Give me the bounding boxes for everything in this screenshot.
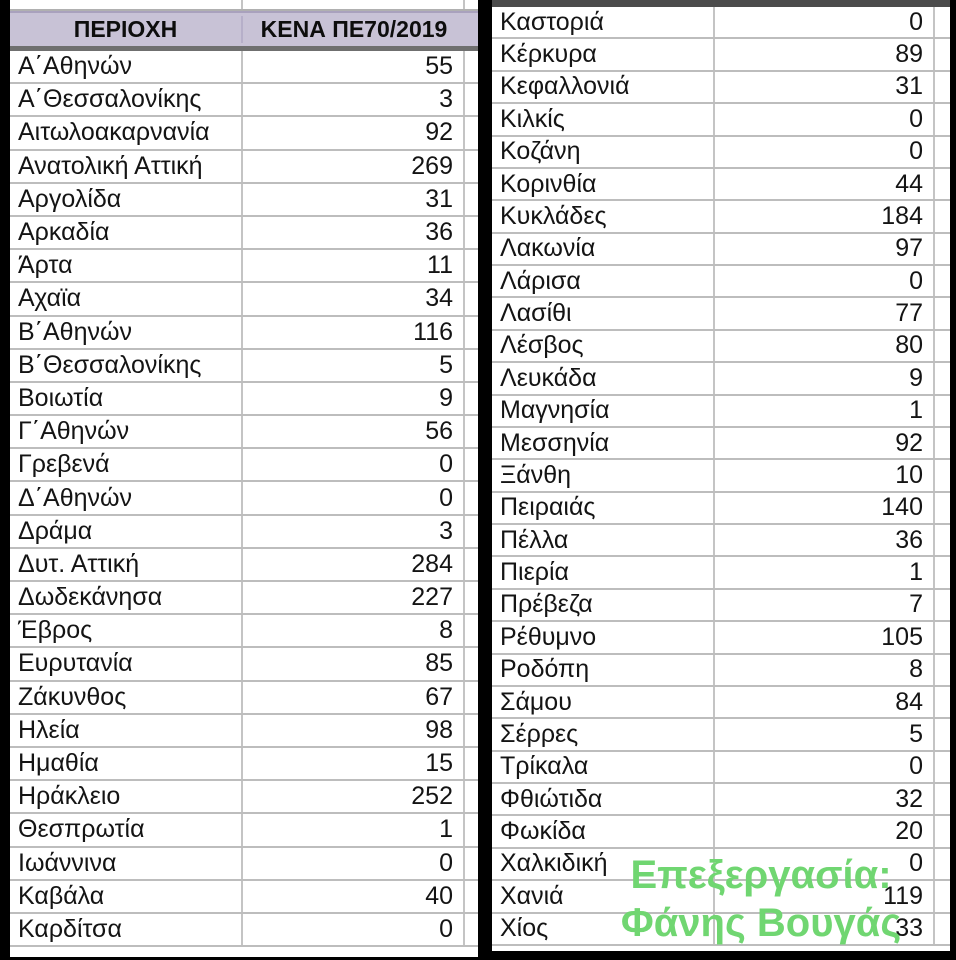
- region-name: Καρδίτσα: [10, 914, 243, 945]
- left-table-body: [10, 51, 478, 947]
- table-row: [492, 396, 950, 428]
- vacancy-value: 1: [243, 814, 465, 845]
- region-name: Κέρκυρα: [492, 39, 715, 69]
- vacancy-value: 0: [243, 914, 465, 945]
- table-row: [10, 383, 478, 416]
- edge-sliver: [465, 151, 478, 182]
- table-row: [492, 525, 950, 557]
- edge-sliver: [465, 283, 478, 314]
- region-name: Ευρυτανία: [10, 648, 243, 679]
- edge-sliver: [465, 184, 478, 215]
- region-name: Λέσβος: [492, 331, 715, 361]
- edge-sliver: [935, 396, 950, 426]
- table-row: [10, 184, 478, 217]
- vacancy-value: 10: [715, 460, 935, 490]
- table-header-row: [10, 11, 478, 51]
- vacancy-value: 269: [243, 151, 465, 182]
- vacancy-value: 85: [243, 648, 465, 679]
- table-row: [10, 881, 478, 914]
- region-name: Καβάλα: [10, 881, 243, 912]
- vacancy-value: 0: [243, 848, 465, 879]
- edge-sliver: [935, 72, 950, 102]
- vacancy-value: 7: [715, 590, 935, 620]
- table-row: [492, 752, 950, 784]
- edge-sliver: [465, 549, 478, 580]
- region-name: Α΄Θεσσαλονίκης: [10, 84, 243, 115]
- table-row: [492, 7, 950, 39]
- table-row: [10, 117, 478, 150]
- table-row: [492, 72, 950, 104]
- edge-sliver: [465, 615, 478, 646]
- edge-sliver: [935, 719, 950, 749]
- vacancy-value: 5: [715, 719, 935, 749]
- table-row: [10, 317, 478, 350]
- edge-sliver: [935, 363, 950, 393]
- vacancy-value: 34: [243, 283, 465, 314]
- edge-sliver: [465, 217, 478, 248]
- vacancy-value: 77: [715, 298, 935, 328]
- edge-sliver: [935, 784, 950, 814]
- table-row: [492, 590, 950, 622]
- table-row: [10, 51, 478, 84]
- table-row: [10, 283, 478, 316]
- table-row: [492, 137, 950, 169]
- vacancy-value: 44: [715, 169, 935, 199]
- region-name: Ζάκυνθος: [10, 682, 243, 713]
- region-name: Αρκαδία: [10, 217, 243, 248]
- vacancy-value: 8: [243, 615, 465, 646]
- vacancy-value: 40: [243, 881, 465, 912]
- edge-sliver: [935, 687, 950, 717]
- region-name: Ηράκλειο: [10, 781, 243, 812]
- vacancy-value: 80: [715, 331, 935, 361]
- table-row: [10, 250, 478, 283]
- vacancy-value: 1: [715, 557, 935, 587]
- table-row: [492, 104, 950, 136]
- vacancy-value: 31: [715, 72, 935, 102]
- region-name: Δωδεκάνησα: [10, 582, 243, 613]
- region-name: Λάρισα: [492, 266, 715, 296]
- edge-sliver: [935, 39, 950, 69]
- vacancy-value: 55: [243, 51, 465, 82]
- region-name: Δυτ. Αττική: [10, 549, 243, 580]
- edge-sliver: [935, 816, 950, 846]
- region-name: Φωκίδα: [492, 816, 715, 846]
- region-name: Πρέβεζα: [492, 590, 715, 620]
- table-row: [492, 39, 950, 71]
- region-name: Άρτα: [10, 250, 243, 281]
- region-name: Πιερία: [492, 557, 715, 587]
- vacancy-value: 31: [243, 184, 465, 215]
- table-row: [10, 449, 478, 482]
- vacancy-value: 1: [715, 396, 935, 426]
- table-row: [492, 298, 950, 330]
- vacancy-value: 9: [715, 363, 935, 393]
- edge-sliver: [465, 350, 478, 381]
- edge-sliver: [935, 201, 950, 231]
- table-row: [492, 169, 950, 201]
- region-name: Πέλλα: [492, 525, 715, 555]
- table-row: [492, 687, 950, 719]
- edge-sliver: [465, 914, 478, 945]
- edge-sliver: [935, 622, 950, 652]
- region-name: Σάμου: [492, 687, 715, 717]
- region-name: Αιτωλοακαρνανία: [10, 117, 243, 148]
- vacancy-value: 89: [715, 39, 935, 69]
- table-row: [492, 266, 950, 298]
- edge-sliver: [935, 881, 950, 911]
- table-row: [10, 350, 478, 383]
- edge-sliver: [465, 317, 478, 348]
- vacancy-value: 36: [243, 217, 465, 248]
- right-panel-top-border: [492, 0, 950, 7]
- table-row: [492, 914, 950, 946]
- region-name: Δράμα: [10, 516, 243, 547]
- edge-sliver: [935, 525, 950, 555]
- vacancy-value: 98: [243, 715, 465, 746]
- table-row: [10, 416, 478, 449]
- vacancy-value: 0: [243, 482, 465, 513]
- table-row: [10, 482, 478, 515]
- edge-sliver: [935, 460, 950, 490]
- table-row: [10, 748, 478, 781]
- edge-sliver: [935, 655, 950, 685]
- table-row: [492, 234, 950, 266]
- region-name: Αργολίδα: [10, 184, 243, 215]
- table-row: [10, 516, 478, 549]
- vacancy-value: 9: [243, 383, 465, 414]
- table-row: [10, 648, 478, 681]
- table-row: [492, 784, 950, 816]
- table-row: [492, 460, 950, 492]
- edge-sliver: [465, 250, 478, 281]
- vacancy-value: 284: [243, 549, 465, 580]
- vacancy-value: 105: [715, 622, 935, 652]
- region-name: Ιωάννινα: [10, 848, 243, 879]
- region-name: Κεφαλλονιά: [492, 72, 715, 102]
- vacancy-value: 92: [715, 428, 935, 458]
- region-name: Δ΄Αθηνών: [10, 482, 243, 513]
- edge-sliver: [935, 169, 950, 199]
- watermark-line2: Φάνης Βουγάς: [620, 901, 902, 945]
- edge-sliver: [465, 748, 478, 779]
- vacancy-value: 119: [715, 881, 935, 911]
- vacancy-value: 0: [715, 137, 935, 167]
- table-row: [10, 914, 478, 947]
- edge-sliver: [935, 7, 950, 37]
- region-name: Α΄Αθηνών: [10, 51, 243, 82]
- edge-sliver: [465, 117, 478, 148]
- vacancy-value: 11: [243, 250, 465, 281]
- vacancy-value: 15: [243, 748, 465, 779]
- table-row: [10, 549, 478, 582]
- region-name: Κυκλάδες: [492, 201, 715, 231]
- vacancy-value: 84: [715, 687, 935, 717]
- edge-sliver: [465, 814, 478, 845]
- table-row: [10, 781, 478, 814]
- vacancy-value: 3: [243, 84, 465, 115]
- edge-sliver: [465, 516, 478, 547]
- region-name: Λευκάδα: [492, 363, 715, 393]
- table-row: [492, 493, 950, 525]
- table-row: [10, 84, 478, 117]
- edge-sliver: [935, 557, 950, 587]
- vacancy-value: 67: [243, 682, 465, 713]
- table-row: [492, 849, 950, 881]
- edge-sliver: [465, 648, 478, 679]
- edge-sliver: [465, 715, 478, 746]
- region-name: Γ΄Αθηνών: [10, 416, 243, 447]
- table-row: [492, 881, 950, 913]
- region-name: Λακωνία: [492, 234, 715, 264]
- edge-sliver: [935, 266, 950, 296]
- edge-sliver: [935, 849, 950, 879]
- vacancy-value: 56: [243, 416, 465, 447]
- table-row: [492, 622, 950, 654]
- region-name: Αχαϊα: [10, 283, 243, 314]
- edge-sliver: [465, 582, 478, 613]
- vacancy-value: 8: [715, 655, 935, 685]
- region-name: Χίος: [492, 914, 715, 944]
- region-name: Κοζάνη: [492, 137, 715, 167]
- edge-sliver: [465, 682, 478, 713]
- region-name: Κορινθία: [492, 169, 715, 199]
- table-row: [492, 363, 950, 395]
- vacancy-value: 33: [715, 914, 935, 944]
- region-name: Ρέθυμνο: [492, 622, 715, 652]
- region-name: Ημαθία: [10, 748, 243, 779]
- region-name: Λασίθι: [492, 298, 715, 328]
- vacancy-value: 5: [243, 350, 465, 381]
- table-row: [10, 151, 478, 184]
- region-name: Μαγνησία: [492, 396, 715, 426]
- edge-sliver: [465, 383, 478, 414]
- region-name: Ξάνθη: [492, 460, 715, 490]
- region-name: Βοιωτία: [10, 383, 243, 414]
- table-row: [492, 557, 950, 589]
- region-name: Χαλκιδική: [492, 849, 715, 879]
- edge-sliver: [465, 482, 478, 513]
- vacancy-value: 20: [715, 816, 935, 846]
- vacancy-value: 3: [243, 516, 465, 547]
- vacancies-column-header: ΚΕΝΑ ΠΕ70/2019: [260, 16, 448, 42]
- vacancy-value: 0: [715, 104, 935, 134]
- right-table-panel: [492, 0, 950, 951]
- table-row: [10, 814, 478, 847]
- region-name: Έβρος: [10, 615, 243, 646]
- table-row: [492, 331, 950, 363]
- edge-sliver: [935, 428, 950, 458]
- region-name: Χανιά: [492, 881, 715, 911]
- edge-sliver: [935, 331, 950, 361]
- edge-sliver: [465, 416, 478, 447]
- vacancy-value: 252: [243, 781, 465, 812]
- top-partial-row: [10, 0, 478, 11]
- region-name: Β΄Αθηνών: [10, 317, 243, 348]
- vacancy-value: 0: [715, 752, 935, 782]
- table-row: [492, 719, 950, 751]
- region-name: Ανατολική Αττική: [10, 151, 243, 182]
- vacancy-value: 227: [243, 582, 465, 613]
- edge-sliver: [465, 781, 478, 812]
- edge-sliver: [465, 881, 478, 912]
- edge-sliver: [465, 848, 478, 879]
- vacancy-value: 0: [243, 449, 465, 480]
- region-name: Φθιώτιδα: [492, 784, 715, 814]
- region-name: Τρίκαλα: [492, 752, 715, 782]
- edge-sliver: [935, 234, 950, 264]
- vacancy-value: 36: [715, 525, 935, 555]
- region-name: Πειραιάς: [492, 493, 715, 523]
- vacancy-value: 140: [715, 493, 935, 523]
- edge-sliver: [935, 914, 950, 944]
- table-row: [10, 848, 478, 881]
- vacancy-value: 0: [715, 7, 935, 37]
- left-table-panel: [10, 0, 478, 957]
- table-row: [492, 655, 950, 687]
- edge-sliver: [935, 298, 950, 328]
- edge-sliver: [465, 51, 478, 82]
- region-name: Μεσσηνία: [492, 428, 715, 458]
- region-name: Θεσπρωτία: [10, 814, 243, 845]
- region-name: Σέρρες: [492, 719, 715, 749]
- region-name: Ροδόπη: [492, 655, 715, 685]
- table-row: [10, 582, 478, 615]
- region-name: Κιλκίς: [492, 104, 715, 134]
- vacancy-value: 0: [715, 849, 935, 879]
- vacancy-value: 32: [715, 784, 935, 814]
- table-row: [10, 715, 478, 748]
- edge-sliver: [935, 590, 950, 620]
- edge-sliver: [935, 493, 950, 523]
- region-name: Ηλεία: [10, 715, 243, 746]
- edge-sliver: [465, 84, 478, 115]
- region-column-header: ΠΕΡΙΟΧΗ: [10, 16, 243, 43]
- region-name: Β΄Θεσσαλονίκης: [10, 350, 243, 381]
- table-row: [492, 816, 950, 848]
- table-row: [492, 428, 950, 460]
- table-row: [10, 217, 478, 250]
- vacancy-value: 184: [715, 201, 935, 231]
- watermark-line1: Επεξεργασία:: [630, 853, 892, 897]
- edge-sliver: [465, 449, 478, 480]
- table-row: [10, 615, 478, 648]
- region-name: Γρεβενά: [10, 449, 243, 480]
- right-table-body: [492, 7, 950, 946]
- region-name: Καστοριά: [492, 7, 715, 37]
- edge-sliver: [935, 104, 950, 134]
- table-row: [10, 682, 478, 715]
- table-row: [492, 201, 950, 233]
- vacancy-value: 116: [243, 317, 465, 348]
- vacancy-value: 97: [715, 234, 935, 264]
- edge-sliver: [935, 752, 950, 782]
- vacancy-value: 92: [243, 117, 465, 148]
- edge-sliver: [935, 137, 950, 167]
- vacancy-value: 0: [715, 266, 935, 296]
